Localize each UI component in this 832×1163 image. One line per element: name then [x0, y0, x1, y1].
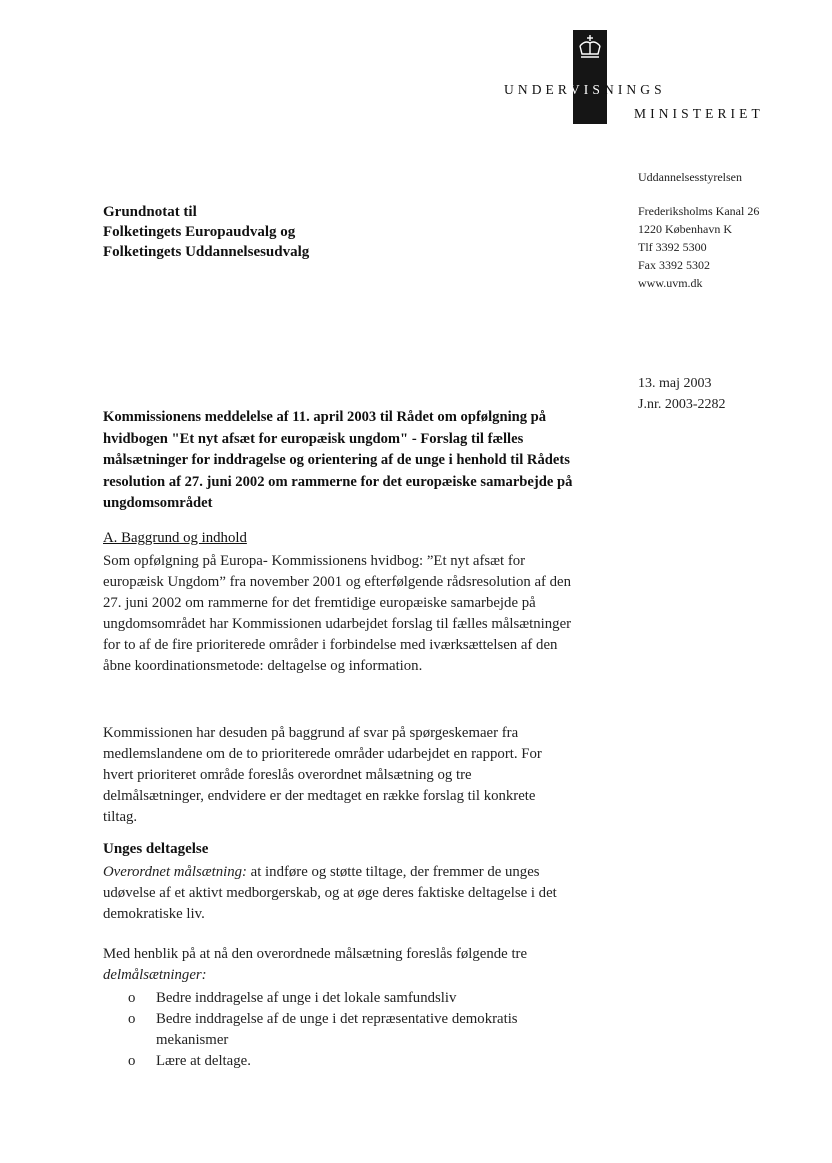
body-paragraph: Som opfølgning på Europa- Kommissionens hvidbog: ”Et nyt afsæt for europæisk Ungdom” fra november 2001 og efterfølgende rådsresolution af den 27. juni 2002 om rammerne for det fremtidige europæiske samarbejde på ungdomsområdet har Kommissionen udarbejdet forslag til fælles målsætninger for to af de fire prioriterede områder i forbindelse med iværksættelsen af den åbne koordinationsmetode: deltagelse og information.: [103, 553, 572, 674]
subsection-heading: Unges deltagelse: [103, 841, 209, 857]
sender-agency: Uddannelsesstyrelsen: [638, 170, 742, 184]
address-fax: Fax 3392 5302: [638, 258, 710, 272]
address-street: Frederiksholms Kanal 26: [638, 204, 760, 218]
list-item-text: Lære at deltage.: [156, 1053, 251, 1069]
sender-address: [638, 202, 759, 292]
address-city: 1220 København K: [638, 222, 732, 236]
logo-wordmark-inverted: VIS: [569, 82, 604, 97]
subgoal-intro-text: Med henblik på at nå den overordnede målsætning foreslås følgende tre: [103, 946, 528, 962]
goal-paragraph: [103, 862, 573, 925]
list-item: [128, 1009, 578, 1051]
list-item: [128, 1051, 578, 1072]
logo-wordmark-line1: [504, 82, 666, 98]
address-website: www.uvm.dk: [638, 276, 703, 290]
recipient-block: [103, 202, 309, 262]
subgoal-list: [128, 988, 578, 1072]
document-meta: [638, 373, 726, 415]
bullet-marker: o: [128, 1011, 136, 1027]
body-paragraph: Kommissionen har desuden på baggrund af svar på spørgeskemaer fra medlemslandene om de to prioriterede områder udarbejdet en rapport. For hvert prioriteret område foreslås overordnet målsætning og tre delmålsætninger, endvidere er der medtaget en række forslag til konkrete tiltag.: [103, 725, 542, 825]
document-date: 13. maj 2003: [638, 376, 712, 391]
subgoal-intro: [103, 944, 573, 986]
logo-wordmark-pre: UNDER: [504, 82, 570, 97]
recipient-line: Grundnotat til: [103, 204, 197, 220]
recipient-line: Folketingets Uddannelsesudvalg: [103, 244, 310, 260]
crown-icon: [575, 34, 605, 62]
logo-wordmark-post: NINGS: [603, 82, 666, 97]
logo-wordmark-line2: MINISTERIET: [634, 106, 764, 121]
list-item: [128, 988, 578, 1009]
bullet-marker: o: [128, 1053, 136, 1069]
subgoal-label: delmålsætninger:: [103, 967, 207, 983]
list-item-text: Bedre inddragelse af unge i det lokale samfundsliv: [156, 990, 457, 1006]
list-item-text: Bedre inddragelse af de unge i det repræsentative demokratis mekanismer: [156, 1011, 518, 1048]
goal-text: at indføre og støtte tiltage, der fremmer de unges udøvelse af et aktivt medborgerskab, og at øge deres faktiske deltagelse i det demokratiske liv.: [103, 864, 557, 922]
recipient-line: Folketingets Europaudvalg og: [103, 224, 296, 240]
address-phone: Tlf 3392 5300: [638, 240, 707, 254]
document-subject: Kommissionens meddelelse af 11. april 2003 til Rådet om opfølgning på hvidbogen "Et nyt afsæt for europæisk ungdom" - Forslag til fælles målsætninger for inddragelse og orientering af de unge i henhold til Rådets resolution af 27. juni 2002 om rammerne for det europæiske samarbejde på ungdomsområdet: [103, 409, 573, 511]
goal-label: Overordnet målsætning:: [103, 864, 247, 880]
journal-number: J.nr. 2003-2282: [638, 397, 726, 412]
section-heading: A. Baggrund og indhold: [103, 530, 247, 546]
bullet-marker: o: [128, 990, 136, 1006]
